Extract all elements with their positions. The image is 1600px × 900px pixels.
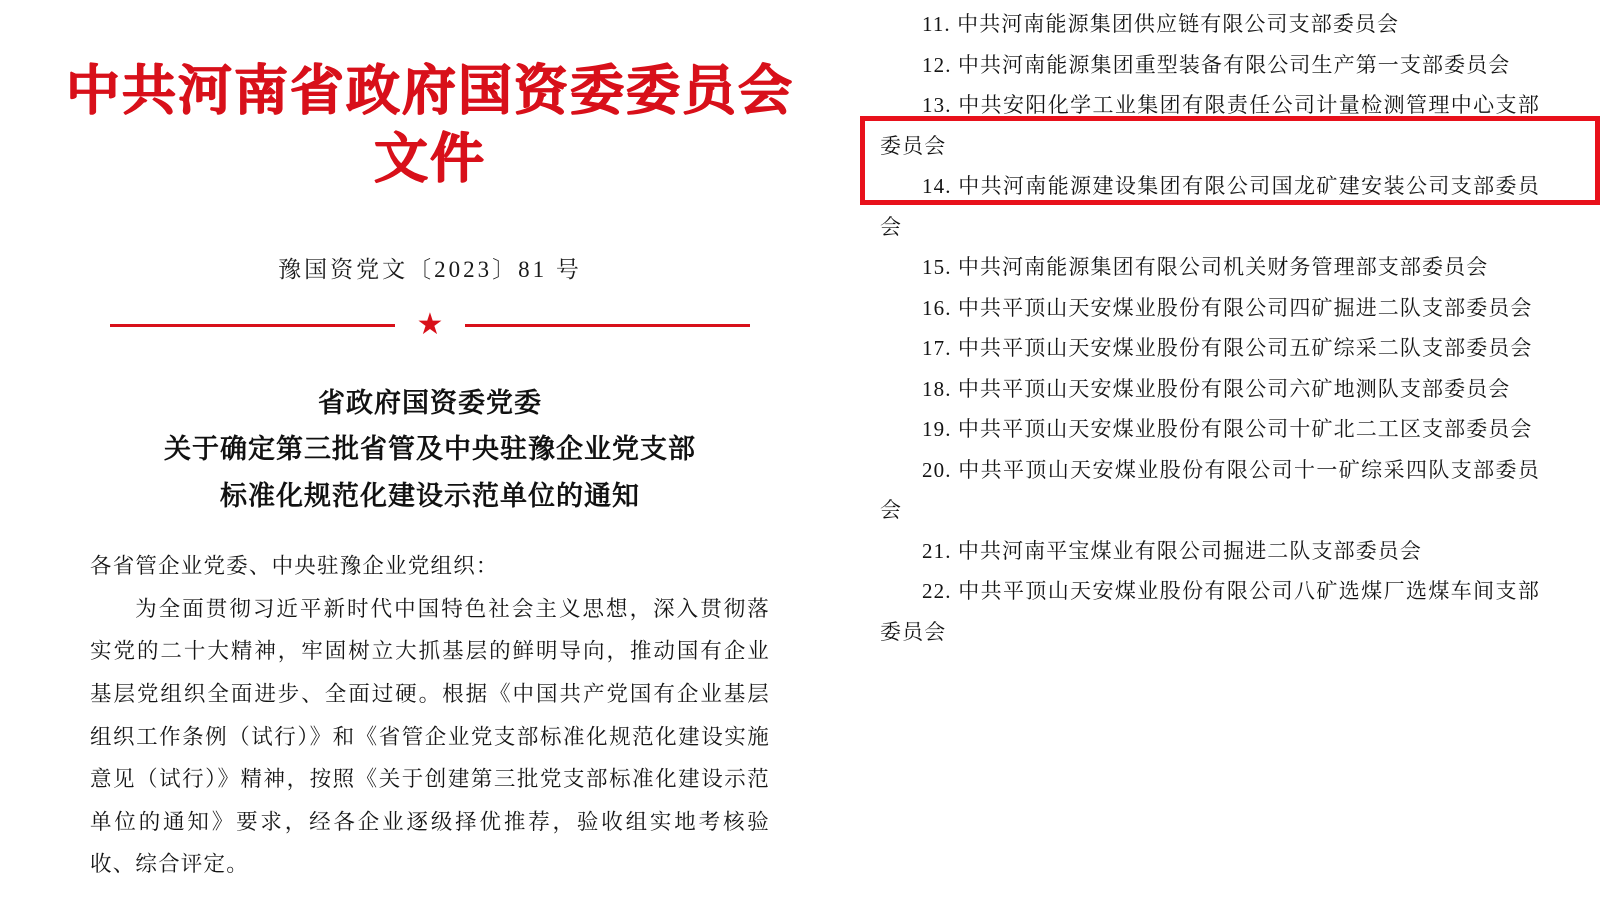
title-line-1: 省政府国资委党委 [318,388,542,418]
document-masthead: 中共河南省政府国资委委员会文件 [66,61,794,189]
salutation: 各省管企业党委、中央驻豫企业党组织： [90,554,499,579]
list-item-highlighted: 13. 中共安阳化学工业集团有限责任公司计量检测管理中心支部委员会 [880,93,1540,158]
red-star-icon: ★ [416,308,444,341]
list-item: 17. 中共平顶山天安煤业股份有限公司五矿综采二队支部委员会 [922,336,1533,361]
list-item: 21. 中共河南平宝煤业有限公司掘进二队支部委员会 [922,538,1422,563]
list-item: 22. 中共平顶山天安煤业股份有限公司八矿选煤厂选煤车间支部委员会 [880,579,1540,644]
list-item: 18. 中共平顶山天安煤业股份有限公司六矿地测队支部委员会 [922,376,1511,401]
list-item: 20. 中共平顶山天安煤业股份有限公司十一矿综采四队支部委员会 [880,457,1540,523]
list-item: 16. 中共平顶山天安煤业股份有限公司四矿掘进二队支部委员会 [922,295,1533,320]
document-number: 豫国资党文〔2023〕81 号 [278,257,582,282]
list-item: 14. 中共河南能源建设集团有限公司国龙矿建安装公司支部委员会 [880,174,1540,239]
list-item: 11. 中共河南能源集团供应链有限公司支部委员会 [922,12,1400,36]
red-separator-rule [110,308,750,341]
document-body [90,545,770,886]
title-line-2: 关于确定第三批省管及中央驻豫企业党支部 [164,434,696,465]
separator-line-left [110,324,395,327]
list-item: 19. 中共平顶山天安煤业股份有限公司十矿北二工区支部委员会 [922,417,1533,442]
list-item: 15. 中共河南能源集团有限公司机关财务管理部支部委员会 [922,255,1489,280]
document-title [0,380,860,519]
right-document-page [860,0,1600,900]
title-line-3: 标准化规范化建设示范单位的通知 [220,480,640,511]
separator-line-right [465,324,750,327]
list-item: 12. 中共河南能源集团重型装备有限公司生产第一支部委员会 [922,52,1511,77]
body-paragraph-1: 为全面贯彻习近平新时代中国特色社会主义思想，深入贯彻落实党的二十大精神，牢固树立大抓基层的鲜明导向，推动国有企业基层党组织全面进步、全面过硬。根据《中国共产党国有企业基层组织工作条例（试行）》和《省管企业党支部标准化规范化建设实施意见（试行）》精神，按照《关于创建第三批党支部标准化建设示范单位的通知》要求，经各企业逐级择优推荐，验收组实地考核验收、综合评定。 [90,596,770,877]
